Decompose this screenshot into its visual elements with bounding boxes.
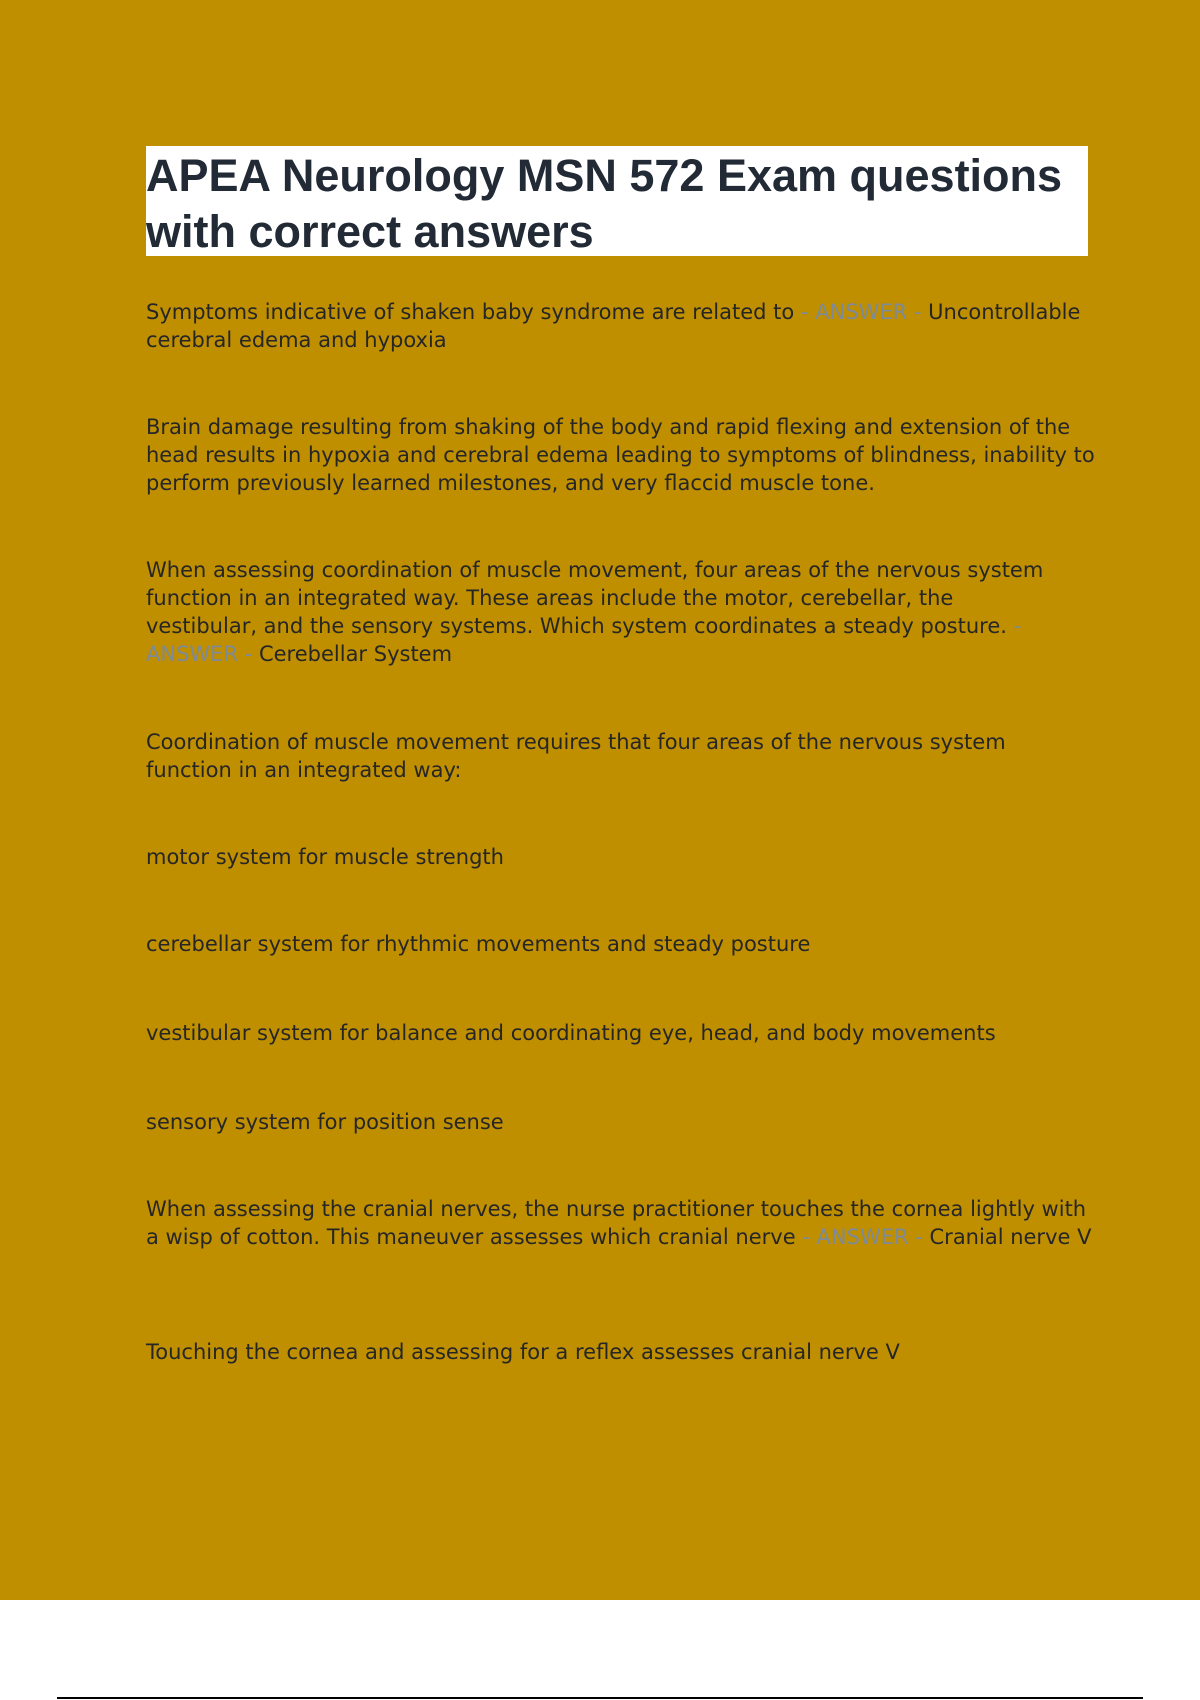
question-text: Symptoms indicative of shaken baby syndrome are related to bbox=[146, 300, 795, 324]
answer-text: Cerebellar System bbox=[258, 642, 453, 666]
qa-coordination bbox=[146, 556, 1066, 668]
paragraph-cornea-reflex: Touching the cornea and assessing for a reflex assesses cranial nerve V bbox=[146, 1340, 900, 1364]
answer-marker: - ANSWER - bbox=[794, 300, 929, 324]
list-item-sensory: sensory system for position sense bbox=[146, 1110, 504, 1134]
document-title: APEA Neurology MSN 572 Exam questions with correct answers bbox=[146, 150, 1063, 257]
footer-rule bbox=[57, 1697, 1143, 1699]
qa-cranial-nerve bbox=[146, 1195, 1096, 1251]
list-item-cerebellar: cerebellar system for rhythmic movements and steady posture bbox=[146, 932, 811, 956]
answer-marker: - ANSWER - bbox=[146, 614, 1022, 666]
question-text: When assessing the cranial nerves, the nurse practitioner touches the cornea lightly with a wisp of cotton. This maneuver assesses which cranial nerve bbox=[146, 1197, 1087, 1249]
answer-marker: - ANSWER - bbox=[795, 1225, 930, 1249]
answer-text: Cranial nerve V bbox=[929, 1225, 1092, 1249]
paragraph-coordination-intro: Coordination of muscle movement requires that four areas of the nervous system function in an integrated way: bbox=[146, 730, 1006, 782]
paragraph-brain-damage: Brain damage resulting from shaking of the body and rapid flexing and extension of the head results in hypoxia and cerebral edema leading to symptoms of blindness, inability to perform previously learned milestones, and very flaccid muscle tone. bbox=[146, 415, 1095, 495]
question-text: When assessing coordination of muscle movement, four areas of the nervous system function in an integrated way. These areas include the motor, cerebellar, the vestibular, and the sensory systems. Which system coordinates a steady posture. bbox=[146, 558, 1044, 638]
list-item-motor: motor system for muscle strength bbox=[146, 845, 504, 869]
title-box bbox=[146, 146, 1088, 256]
list-item-vestibular: vestibular system for balance and coordinating eye, head, and body movements bbox=[146, 1021, 996, 1045]
qa-shaken-baby bbox=[146, 298, 1096, 354]
answer-text: Uncontrollable cerebral edema and hypoxia bbox=[146, 300, 1081, 352]
